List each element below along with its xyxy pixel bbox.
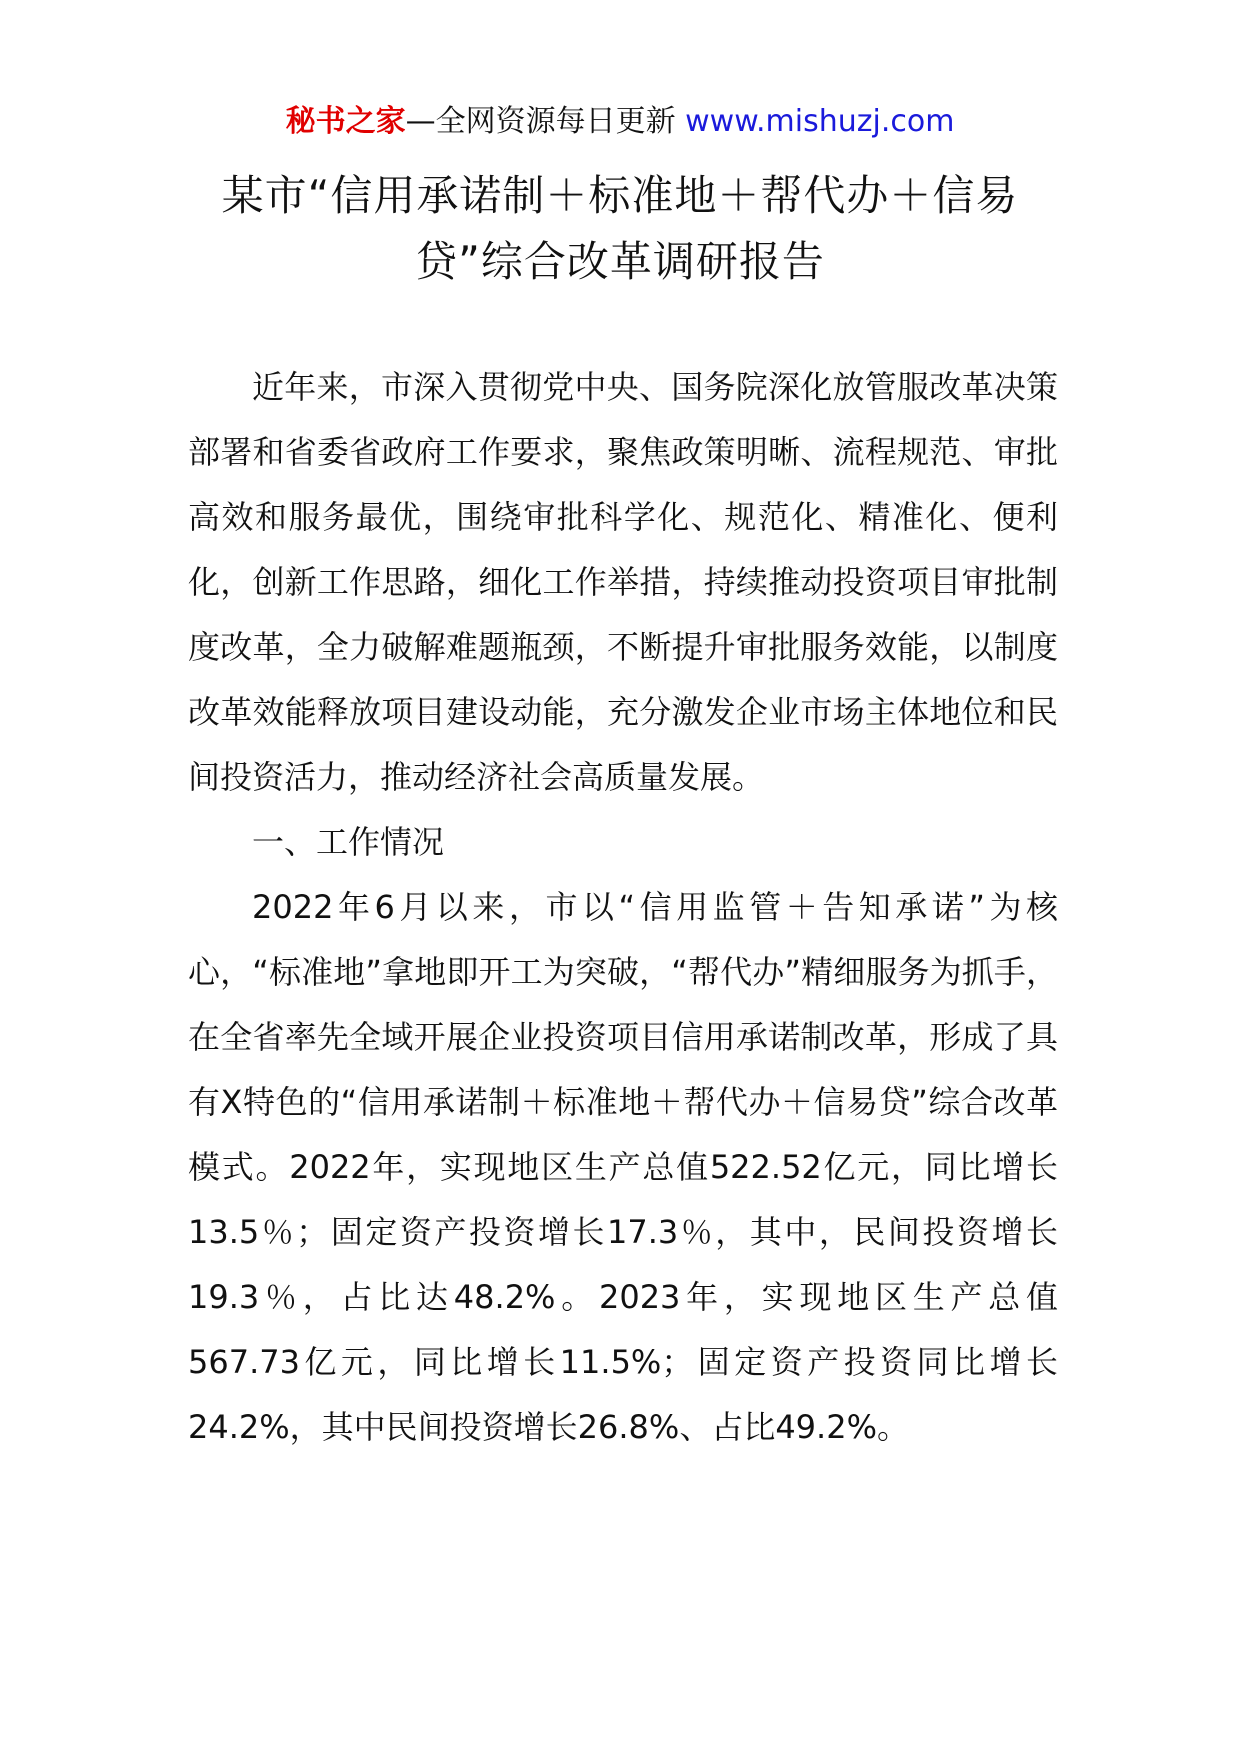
document-title [150, 163, 1090, 295]
title-line-1: 某市“信用承诺制＋标准地＋帮代办＋信易 [221, 171, 1019, 220]
brand-name: 秘书之家 [285, 104, 406, 139]
title-line-2: 贷”综合改革调研报告 [415, 237, 825, 286]
section-heading: 一、工作情况 [252, 823, 445, 861]
site-header [0, 102, 1240, 142]
paragraph-intro: 近年来，市深入贯彻党中央、国务院深化放管服改革决策部署和省委省政府工作要求，聚焦政策明晰、流程规范、审批高效和服务最优，围绕审批科学化、规范化、精准化、便利化，创新工作思路，细化工作举措，持续推动投资项目审批制度改革，全力破解难题瓶颈，不断提升审批服务效能，以制度改革效能释放项目建设动能，充分激发企业市场主体地位和民间投资活力，推动经济社会高质量发展。 [188, 368, 1058, 796]
header-tagline: —全网资源每日更新 [405, 104, 686, 139]
document-body [188, 355, 1058, 1460]
site-url-link[interactable]: www.mishuzj.com [685, 104, 955, 139]
paragraph-work-status: 2022年6月以来，市以“信用监管＋告知承诺”为核心，“标准地”拿地即开工为突破，“帮代办”精细服务为抓手，在全省率先全域开展企业投资项目信用承诺制改革，形成了具有X特色的“信用承诺制＋标准地＋帮代办＋信易贷”综合改革模式。2022年，实现地区生产总值522.52亿元，同比增长13.5％；固定资产投资增长17.3％，其中，民间投资增长19.3％，占比达48.2%。2023年，实现地区生产总值567.73亿元，同比增长11.5%；固定资产投资同比增长24.2%，其中民间投资增长26.8%、占比49.2%。 [188, 888, 1058, 1446]
